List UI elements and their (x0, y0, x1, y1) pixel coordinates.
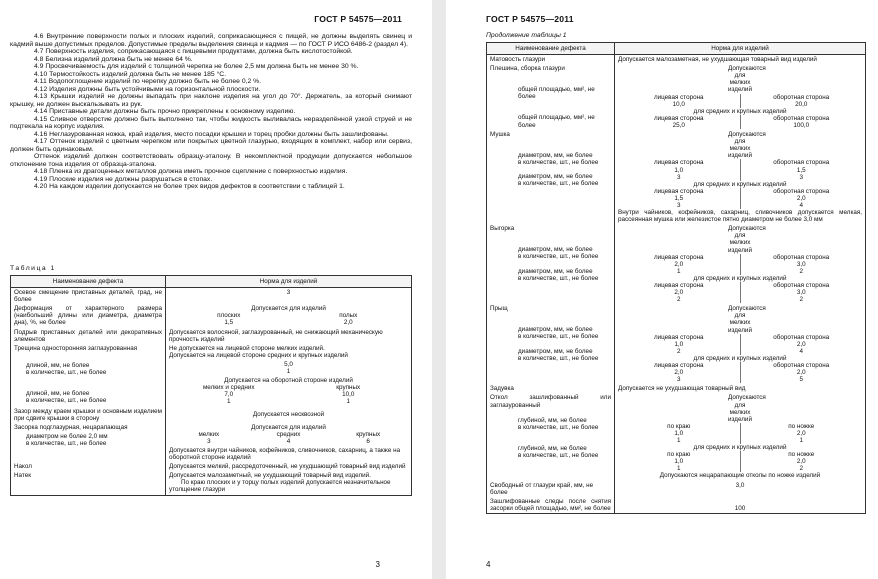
norm-label: мелких (198, 430, 220, 438)
table-row (487, 55, 866, 65)
norm-value: 100 (615, 497, 866, 514)
table-row (487, 393, 866, 480)
norm-text: Не допускается на лицевой стороне мелких изделий. (169, 344, 325, 352)
norm-cell (615, 304, 866, 384)
norm-split (618, 188, 862, 209)
defect-name: Прыщ (490, 305, 508, 313)
norm-value: 1,0 (674, 458, 684, 466)
norm-split (169, 312, 408, 326)
defect-name: Деформация от характерного размера (наибольший длины или диаметра, диаметра дна), %, не более (11, 304, 166, 327)
norm-title: Допускаются для мелких изделий (728, 131, 766, 160)
paragraph: 4.16 Неглазурованная ножка, край изделия, место посадки крышки и торец пробки должны быть зашлифованы. (34, 130, 389, 138)
column-header-defect: Наименование дефекта (11, 276, 166, 288)
page-body (10, 33, 412, 191)
norm-text: Допускается несквозной (166, 407, 412, 423)
page-number: 3 (375, 560, 380, 569)
param-label: в количестве, шт., не более (26, 397, 107, 405)
defect-cell (11, 344, 166, 407)
norm-value: 3 (166, 288, 412, 305)
table-row (487, 384, 866, 393)
defect-cell (487, 64, 615, 130)
norm-value: 3,0 (796, 289, 806, 297)
table-row (487, 130, 866, 224)
paragraph: 4.15 Сливное отверстие должно быть выполнено так, чтобы жидкость выливалась неразделённой узкой струей и не подтекала на корпус изделия. (10, 115, 412, 130)
defect-name: Трещина односторонняя заглазурованная (14, 344, 138, 352)
norm-value: 2,0 (674, 289, 684, 297)
norm-cell (615, 224, 866, 304)
param-label: длиной, мм, не более (26, 361, 90, 369)
norm-split (618, 362, 862, 383)
norm-label: оборотная сторона (773, 114, 830, 122)
norm-title: для средних и крупных изделий (693, 107, 787, 115)
norm-label: оборотная сторона (773, 93, 830, 101)
param-label: глубиной, мм, не более (518, 416, 587, 424)
norm-value: 4 (799, 201, 803, 209)
param-label: общей площадью, мм², не более (518, 114, 595, 129)
paragraph: 4.6 Внутренние поверхности полых и плоских изделий, соприкасающиеся с пищей, не должны выделять свинец и кадмий выше допустимых пределов. Допустимые пределы выделения свинца и кадмия — по ГОСТ Р ИСО 6486-2 (раздел 4). (10, 33, 412, 48)
column-header-norm: Норма для изделий (615, 43, 866, 55)
defect-name: Мушка (490, 131, 510, 139)
norm-value: 2 (676, 347, 681, 355)
norm-value: 1 (346, 398, 350, 406)
param-label: диаметром, мм, не более (518, 267, 593, 275)
paragraph: 4.9 Просвечиваемость для изделий с толщиной черепка не более 2,5 мм должна быть не менее 30 %. (34, 63, 359, 70)
norm-title: Допускается на оборотной стороне изделий (224, 377, 353, 385)
norm-value: 2,0 (796, 340, 806, 348)
norm-title: для средних и крупных изделий (693, 274, 787, 282)
norm-value: 5 (799, 376, 803, 384)
norm-value: 100,0 (793, 121, 810, 129)
norm-split (618, 94, 862, 108)
norm-split (618, 115, 862, 129)
param-label: диаметром, мм, не более (518, 347, 593, 355)
defect-name: Осевое смещение приставных деталей, град, не более (11, 288, 166, 305)
param-label: диаметром, мм, не более (518, 326, 593, 334)
norm-title: Допускаются для мелких изделий (728, 65, 766, 94)
norm-value: 2,0 (796, 458, 806, 466)
norm-label: лицевая сторона (653, 187, 704, 195)
table-row (11, 304, 412, 327)
norm-label: лицевая сторона (653, 362, 704, 370)
table-row (487, 497, 866, 514)
table-row (11, 423, 412, 462)
norm-title: Допускаются для мелких изделий (728, 394, 766, 423)
norm-value: 10,0 (342, 391, 355, 399)
param-label: в количестве, шт., не более (518, 180, 599, 188)
norm-cell (166, 304, 412, 327)
norm-label: оборотная сторона (773, 282, 830, 289)
norm-value: 2 (799, 465, 803, 473)
defect-name: Зашлифованные следы после снятия засорки общей площадью, мм², не более (487, 497, 615, 514)
norm-label: лицевая сторона (653, 159, 704, 167)
norm-value: 1 (226, 398, 231, 406)
norm-label: по ножке (788, 451, 815, 459)
norm-title: Допускаются для мелких изделий (728, 305, 766, 334)
norm-split (618, 334, 862, 355)
norm-label: оборотная сторона (773, 159, 830, 167)
defect-cell (487, 393, 615, 480)
norm-value: 20,0 (795, 100, 808, 108)
norm-label: мелких и средних (202, 384, 255, 392)
norm-label: по краю (667, 451, 691, 459)
paragraph: 4.11 Водопоглощение изделий по черепку должно быть не более 0,2 %. (34, 78, 262, 85)
norm-value: 2 (676, 296, 681, 304)
norm-value: 5,0 (284, 360, 293, 368)
norm-text: Допускается малозаметная, не ухудшающая товарный вид изделий (615, 55, 866, 65)
norm-title: Допускается для изделий (251, 305, 326, 313)
table-row (487, 224, 866, 304)
norm-value: 1 (676, 267, 681, 275)
norm-title: для средних и крупных изделий (693, 444, 787, 452)
paragraph: 4.13 Крышки изделий не должны выпадать при наклоне изделия на угол до 70°. Держатель, за который снимают крышку, не должен выскальзывать из рук. (10, 93, 412, 108)
table-row (11, 288, 412, 305)
norm-value: 2,0 (343, 319, 353, 327)
norm-text: Допускается не ухудшающая товарный вид (615, 384, 866, 393)
paragraph: 4.12 Изделия должны быть устойчивыми на горизонтальной плоскости. (34, 85, 261, 93)
norm-cell (166, 344, 412, 407)
page-header: ГОСТ Р 54575—2011 (486, 14, 574, 24)
norm-value: 1 (676, 465, 681, 473)
table-row (11, 344, 412, 407)
norm-cell (166, 471, 412, 495)
norm-label: оборотная сторона (773, 253, 830, 261)
norm-split (169, 384, 408, 405)
norm-split (618, 254, 862, 275)
table-row (487, 64, 866, 130)
norm-label: по ножке (788, 422, 815, 430)
norm-label: по краю (667, 422, 691, 430)
norm-label: средних (276, 430, 301, 438)
norm-value: 3 (676, 376, 681, 384)
document-page-4 (446, 0, 878, 579)
defect-name: Плешина, сборка глазури (490, 65, 565, 73)
norm-value: 1,5 (674, 194, 684, 202)
table-row (11, 471, 412, 495)
paragraph: 4.18 Пленка из драгоценных металлов должна иметь прочное сцепление с поверхностью изделия. (34, 168, 348, 175)
param-label: диаметром, мм, не более (518, 246, 593, 254)
paragraph: 4.19 Плоские изделия не должны разрушаться в стопах. (34, 175, 213, 183)
param-label: в количестве, шт., не более (518, 451, 599, 459)
defect-cell (11, 423, 166, 462)
norm-text: Допускается мелкий, рассредоточенный, не ухудшающий товарный вид изделий (166, 462, 412, 471)
norm-value: 4 (799, 347, 803, 355)
defect-name: Откол зашлифованный или заглазурованный (490, 394, 611, 409)
norm-value: 1 (676, 436, 681, 444)
defect-cell (487, 224, 615, 304)
defect-cell (487, 130, 615, 224)
norm-value: 1 (799, 436, 803, 444)
norm-label: лицевая сторона (653, 114, 704, 122)
norm-value: 2,0 (796, 369, 806, 377)
norm-title: для средних и крупных изделий (693, 354, 787, 362)
defect-name: Выгорка (490, 225, 515, 233)
norm-value: 1,0 (674, 429, 684, 437)
norm-label: лицевая сторона (653, 282, 704, 289)
norm-value: 2,0 (674, 369, 684, 377)
param-label: длиной, мм, не более (26, 390, 90, 398)
table-row (11, 328, 412, 344)
defect-name: Свободный от глазури край, мм, не более (487, 481, 615, 497)
norm-split (618, 451, 862, 472)
param-label: в количестве, шт., не более (518, 159, 599, 167)
norm-split (618, 282, 862, 303)
norm-title: Допускаются для мелких изделий (728, 225, 766, 254)
param-label: диаметром, мм, не более (518, 173, 593, 181)
norm-value: 3 (207, 437, 211, 445)
document-page-3 (0, 0, 432, 579)
defect-name: Задувка (487, 384, 615, 393)
table-row (11, 407, 412, 423)
norm-value: 10,0 (672, 100, 685, 108)
param-label: в количестве, шт., не более (26, 439, 107, 447)
norm-label: лицевая сторона (653, 93, 704, 101)
norm-value: 6 (366, 437, 370, 445)
page-number: 4 (486, 560, 491, 569)
column-header-defect: Наименование дефекта (487, 43, 615, 55)
norm-label: полых (339, 312, 358, 320)
paragraph: 4.17 Оттенок изделий с цветным черепком или покрытых цветной глазурью, входящих в комплект, набор или сервиз, должен быть одинаковым. (10, 138, 412, 153)
norm-label: оборотная сторона (773, 362, 830, 370)
paragraph: 4.8 Белизна изделий должна быть не менее 64 %. (34, 55, 193, 63)
norm-value: 2 (799, 267, 803, 275)
defect-name: Натек (11, 471, 166, 495)
norm-value: 3,0 (796, 260, 806, 268)
norm-cell (615, 393, 866, 480)
norm-text: По краю плоских и у торцу полых изделий допускается незначительное утолщение глазури (169, 479, 391, 494)
paragraph: Оттенок изделий должен соответствовать образцу-эталону. В некомплектной продукции допускается небольшое отклонение тона изделия от образца-эталона. (10, 153, 412, 168)
param-label: в количестве, шт., не более (518, 354, 599, 362)
norm-cell (166, 423, 412, 462)
norm-value: 4 (286, 437, 291, 445)
norm-cell (615, 130, 866, 224)
norm-text: Допускается волосяной, заглазурованный, не снижающий механическую прочность изделий (166, 328, 412, 344)
norm-split (618, 423, 862, 444)
defect-name: Накол (11, 462, 166, 471)
norm-value: 3 (676, 201, 681, 209)
table-row (11, 462, 412, 471)
norm-label: оборотная сторона (773, 187, 830, 195)
norm-split (618, 159, 862, 180)
param-label: в количестве, шт., не более (518, 333, 599, 341)
norm-split (169, 431, 408, 445)
norm-value: 1,0 (674, 340, 684, 348)
defect-name: Подрыв приставных деталей или декоративных элементов (11, 328, 166, 344)
norm-text: Допускаются нецарапающие отколы по ножке изделий (659, 472, 821, 480)
norm-label: лицевая сторона (653, 333, 704, 341)
norm-value: 3,0 (615, 481, 866, 497)
param-label: диаметром, мм, не более (518, 152, 593, 160)
paragraph: 4.14 Приставные детали должны быть прочно прикреплены к основному изделию. (34, 108, 296, 115)
column-header-norm: Норма для изделий (166, 276, 412, 288)
param-label: глубиной, мм, не более (518, 444, 587, 452)
norm-text: Допускается внутри чайников, кофейников, сливочников, сахарниц, а также на оборотной стороне изделий (169, 446, 401, 462)
norm-label: крупных (336, 384, 361, 392)
norm-text: Допускается на лицевой стороне средних и крупных изделий (169, 351, 348, 359)
norm-value: 2 (799, 296, 803, 304)
norm-title: для средних и крупных изделий (693, 180, 787, 188)
paragraph: 4.20 На каждом изделии допускается не более трех видов дефектов в соответствии с таблицей 1. (34, 183, 345, 190)
norm-label: крупных (356, 430, 381, 438)
table-row (487, 481, 866, 497)
norm-value: 2,0 (674, 260, 684, 268)
defect-name: Засорка подглазурная, нецарапающая (14, 423, 128, 431)
norm-value: 1,5 (224, 319, 234, 327)
norm-title: Допускается для изделий (251, 423, 326, 431)
param-label: общей площадью, мм², не более (518, 86, 595, 101)
defects-table-continued (486, 42, 866, 514)
paragraph: 4.7 Поверхность изделия, соприкасающаяся с пищевыми продуктами, должна быть кислотостойкой. (34, 48, 353, 55)
paragraph: 4.10 Термостойкость изделий должна быть не менее 185 °С. (34, 70, 227, 78)
norm-text: Внутри чайников, кофейников, сахарниц, сливочников допускается мелкая, рассеянная мушка или железистое пятно диаметром не более 3,0 мм (618, 209, 862, 224)
norm-value: 3 (799, 173, 803, 181)
norm-cell (615, 64, 866, 130)
norm-label: оборотная сторона (773, 333, 830, 341)
defects-table (10, 275, 412, 496)
table-caption: Таблица 1 (10, 265, 56, 272)
table-row (487, 304, 866, 384)
norm-value: 2,0 (796, 194, 806, 202)
norm-label: лицевая сторона (653, 253, 704, 261)
param-label: в количестве, шт., не более (518, 423, 599, 431)
param-label: диаметром не более 2,0 мм (26, 432, 108, 440)
table-continuation-caption: Продолжение таблицы 1 (486, 32, 567, 39)
defect-cell (487, 304, 615, 384)
defect-name: Зазор между краем крышки и основным изделием при сдвиге крышки в сторону (11, 407, 166, 423)
param-label: в количестве, шт., не более (26, 368, 107, 376)
param-label: в количестве, шт., не более (518, 253, 599, 261)
defect-name: Матовость глазури (487, 55, 615, 65)
norm-value: 25,0 (672, 121, 685, 129)
norm-value: 3 (676, 173, 681, 181)
norm-value: 2,0 (796, 429, 806, 437)
norm-value: 1 (286, 368, 291, 376)
param-label: в количестве, шт., не более (518, 274, 599, 282)
norm-text: Допускается малозаметный, не ухудшающий товарный вид изделий. (169, 472, 371, 480)
page-header: ГОСТ Р 54575—2011 (314, 14, 402, 24)
norm-value: 7,0 (224, 391, 234, 399)
norm-value: 1,0 (674, 166, 684, 174)
norm-label: плоских (217, 312, 241, 320)
norm-value: 1,5 (796, 166, 806, 174)
